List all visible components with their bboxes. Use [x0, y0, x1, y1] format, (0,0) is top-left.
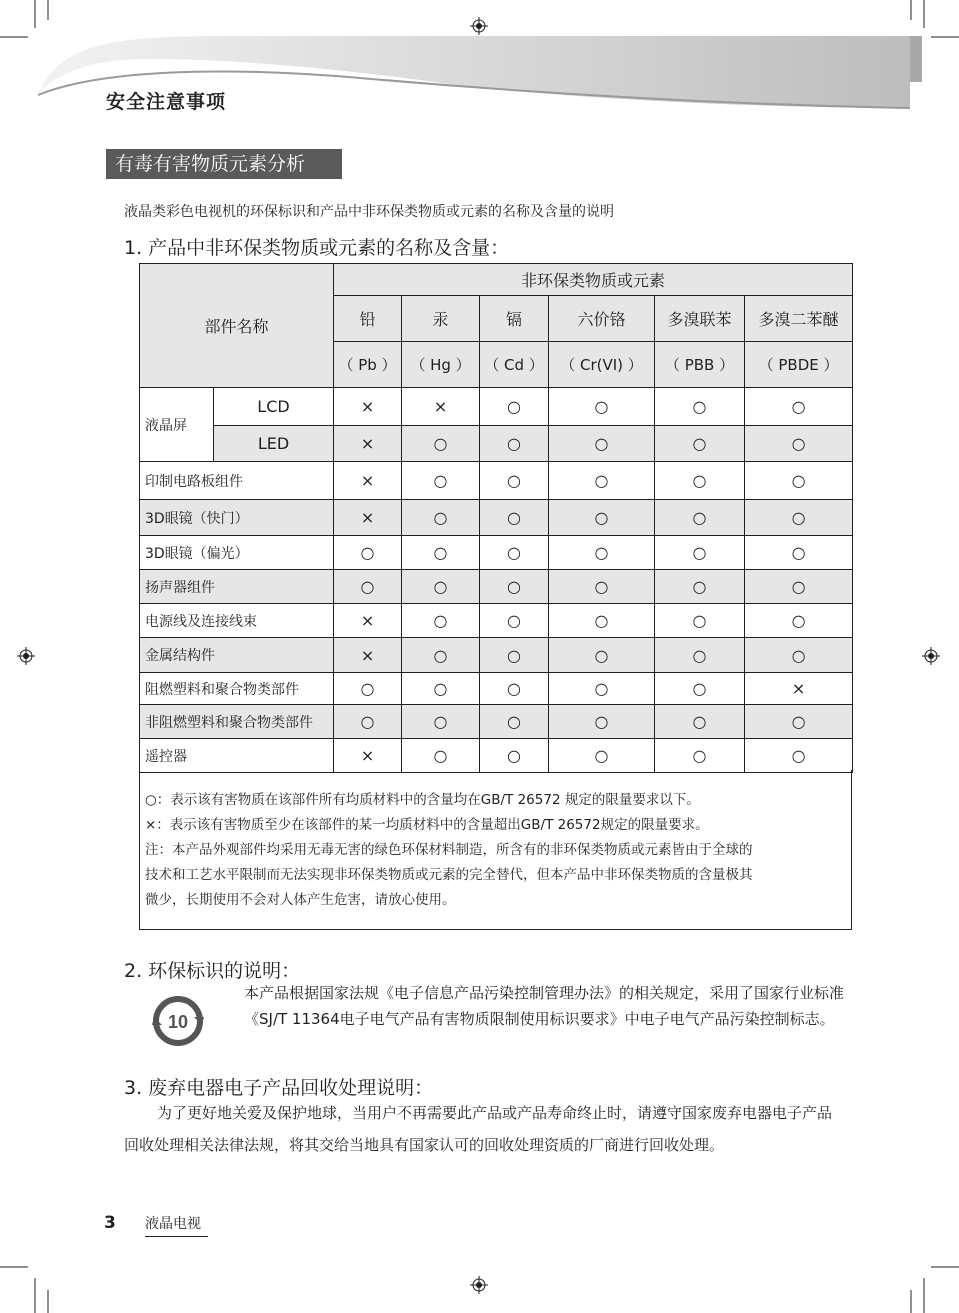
registration-mark-right [922, 647, 940, 665]
value-cell: ○ [480, 536, 549, 570]
part-name: 印制电路板组件 [140, 462, 334, 500]
substance-header: 镉 [480, 296, 549, 342]
table-row [140, 739, 853, 773]
table-row [140, 462, 853, 500]
value-cell: ○ [402, 570, 480, 604]
part-name: 3D眼镜（快门） [140, 500, 334, 536]
value-cell: ○ [745, 638, 853, 673]
table-row [140, 426, 853, 462]
value-cell: ○ [745, 388, 853, 426]
note-line: 微少，长期使用不会对人体产生危害，请放心使用。 [145, 892, 456, 908]
table-row [140, 705, 853, 739]
table-row [140, 604, 853, 638]
part-name: LED [214, 426, 334, 462]
value-cell: ○ [480, 604, 549, 638]
value-cell: ○ [655, 570, 745, 604]
value-cell: ○ [402, 426, 480, 462]
part-name: 非阻燃塑料和聚合物类部件 [140, 705, 334, 739]
value-cell: ○ [549, 739, 655, 773]
value-cell: ○ [480, 570, 549, 604]
value-cell: × [334, 604, 402, 638]
value-cell: ○ [655, 739, 745, 773]
value-cell: ○ [402, 462, 480, 500]
value-cell: ○ [549, 705, 655, 739]
value-cell: ○ [745, 570, 853, 604]
value-cell: ○ [745, 426, 853, 462]
part-name: 电源线及连接线束 [140, 604, 334, 638]
value-cell: ○ [480, 673, 549, 705]
value-cell: ○ [655, 604, 745, 638]
table-notes [139, 770, 852, 930]
table-row [140, 638, 853, 673]
note-line: ○：表示该有害物质在该部件所有均质材料中的含量均在GB/T 26572 规定的限量要求以下。 [145, 792, 700, 808]
substance-symbol: （ Cd ） [480, 342, 549, 388]
value-cell: ○ [549, 604, 655, 638]
value-cell: ○ [480, 500, 549, 536]
value-cell: ○ [549, 462, 655, 500]
value-cell: ○ [745, 462, 853, 500]
value-cell: × [745, 673, 853, 705]
value-cell: ○ [334, 705, 402, 739]
part1-heading: 1. 产品中非环保类物质或元素的名称及含量： [124, 237, 510, 259]
part-name: 阻燃塑料和聚合物类部件 [140, 673, 334, 705]
value-cell: ○ [745, 604, 853, 638]
crop-marks-bottom [0, 1260, 959, 1313]
substance-header: 六价铬 [549, 296, 655, 342]
substance-symbol: （ Pb ） [334, 342, 402, 388]
value-cell: × [334, 388, 402, 426]
table-row [140, 673, 853, 705]
value-cell: × [334, 638, 402, 673]
substance-symbol: （ PBDE ） [745, 342, 853, 388]
header-title: 安全注意事项 [106, 91, 227, 113]
table-row [140, 388, 853, 426]
table-row [140, 536, 853, 570]
value-cell: ○ [480, 638, 549, 673]
value-cell: ○ [655, 536, 745, 570]
substance-header: 多溴二苯醚 [745, 296, 853, 342]
value-cell: ○ [655, 673, 745, 705]
part-name: 3D眼镜（偏光） [140, 536, 334, 570]
note-line: 技术和工艺水平限制而无法实现非环保类物质或元素的完全替代，但本产品中非环保类物质的含量极其 [145, 867, 753, 883]
value-cell: ○ [480, 388, 549, 426]
table-row [140, 570, 853, 604]
part-name: 遥控器 [140, 739, 334, 773]
value-cell: ○ [480, 705, 549, 739]
value-cell: ○ [655, 500, 745, 536]
value-cell: ○ [655, 462, 745, 500]
note-line: ×：表示该有害物质至少在该部件的某一均质材料中的含量超出GB/T 26572规定的限量要求。 [145, 817, 709, 833]
substance-header: 汞 [402, 296, 480, 342]
value-cell: ○ [480, 462, 549, 500]
value-cell: ○ [402, 638, 480, 673]
part-name: 扬声器组件 [140, 570, 334, 604]
substance-symbol: （ Cr(VI) ） [549, 342, 655, 388]
substance-symbol: （ PBB ） [655, 342, 745, 388]
value-cell: × [334, 500, 402, 536]
part3-heading: 3. 废弃电器电子产品回收处理说明： [124, 1077, 434, 1099]
value-cell: ○ [549, 500, 655, 536]
section-title: 有毒有害物质元素分析 [106, 149, 342, 179]
value-cell: ○ [745, 739, 853, 773]
part-name: 金属结构件 [140, 638, 334, 673]
value-cell: ○ [480, 426, 549, 462]
footer-underline [145, 1236, 208, 1237]
value-cell: ○ [402, 500, 480, 536]
value-cell: ○ [549, 638, 655, 673]
value-cell: ○ [745, 536, 853, 570]
value-cell: ○ [549, 536, 655, 570]
note-line: 注：本产品外观部件均采用无毒无害的绿色环保材料制造，所含有的非环保类物质或元素皆由于全球的 [145, 842, 753, 858]
value-cell: ○ [549, 388, 655, 426]
value-cell: ○ [334, 673, 402, 705]
hazardous-substance-table [139, 263, 853, 773]
value-cell: ○ [480, 739, 549, 773]
value-cell: ○ [655, 388, 745, 426]
substance-symbol: （ Hg ） [402, 342, 480, 388]
footer-label: 液晶电视 [145, 1216, 201, 1232]
value-cell: ○ [402, 536, 480, 570]
value-cell: ○ [334, 570, 402, 604]
substance-group-header: 非环保类物质或元素 [334, 264, 853, 296]
value-cell: ○ [655, 426, 745, 462]
value-cell: ○ [402, 739, 480, 773]
registration-mark-left [17, 647, 35, 665]
value-cell: × [334, 739, 402, 773]
intro-text: 液晶类彩色电视机的环保标识和产品中非环保类物质或元素的名称及含量的说明 [124, 204, 614, 220]
part2-heading: 2. 环保标识的说明： [124, 960, 301, 982]
table-row [140, 500, 853, 536]
value-cell: ○ [745, 705, 853, 739]
part2-text: 本产品根据国家法规《电子信息产品污染控制管理办法》的相关规定，采用了国家行业标准《SJ/T 11364电子电气产品有害物质限制使用标识要求》中电子电气产品污染控制标志。 [244, 984, 845, 1028]
value-cell: × [334, 462, 402, 500]
registration-mark-top [470, 17, 488, 35]
part-name-header: 部件名称 [140, 264, 334, 388]
eco-logo-number: 10 [167, 1012, 189, 1032]
value-cell: ○ [655, 705, 745, 739]
substance-header: 多溴联苯 [655, 296, 745, 342]
value-cell: ○ [549, 570, 655, 604]
value-cell: × [402, 388, 480, 426]
value-cell: ○ [745, 500, 853, 536]
part3-text: 为了更好地关爱及保护地球，当用户不再需要此产品或产品寿命终止时，请遵守国家废弃电器电子产品回收处理相关法律法规，将其交给当地具有国家认可的回收处理资质的厂商进行回收处理。 [124, 1104, 833, 1154]
value-cell: ○ [655, 638, 745, 673]
page-number: 3 [104, 1213, 116, 1233]
part-name: LCD [214, 388, 334, 426]
value-cell: ○ [402, 705, 480, 739]
value-cell: ○ [334, 536, 402, 570]
lcd-group-label: 液晶屏 [140, 388, 214, 462]
substance-header: 铅 [334, 296, 402, 342]
value-cell: ○ [402, 673, 480, 705]
value-cell: ○ [402, 604, 480, 638]
value-cell: × [334, 426, 402, 462]
eco-recycle-10-icon [150, 993, 206, 1049]
value-cell: ○ [549, 426, 655, 462]
value-cell: ○ [549, 673, 655, 705]
